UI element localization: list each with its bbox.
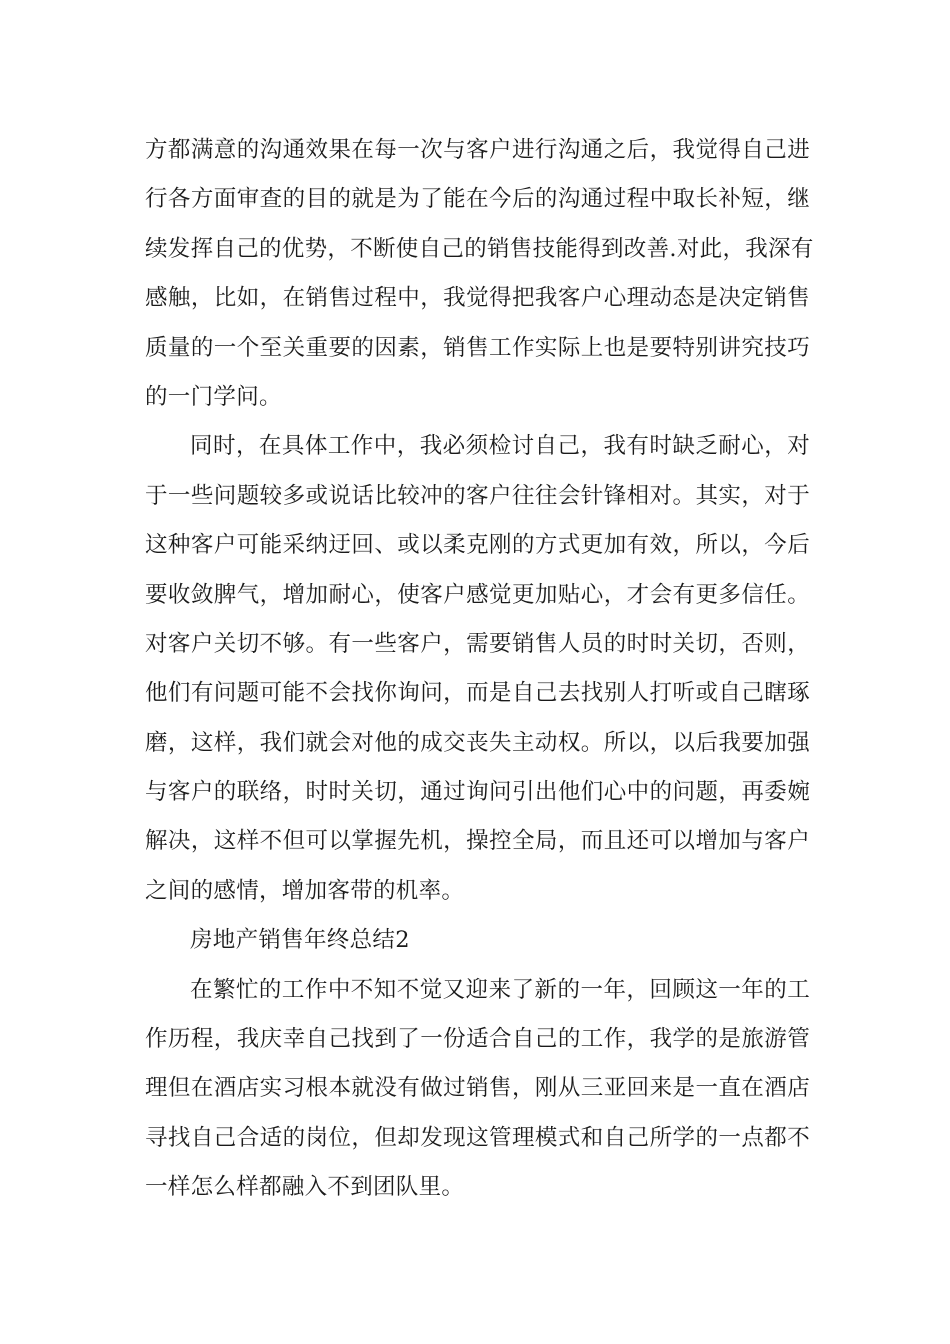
text-line: 与客户的联络，时时关切，通过询问引出他们心中的问题，再委婉 xyxy=(145,779,810,806)
text-line: 质量的一个至关重要的因素，销售工作实际上也是要特别讲究技巧 xyxy=(145,334,810,361)
document-page xyxy=(145,126,814,1213)
text-line: 续发挥自己的优势，不断使自己的销售技能得到改善.对此，我深有 xyxy=(145,235,814,262)
text-line: 寻找自己合适的岗位，但却发现这管理模式和自己所学的一点都不 xyxy=(145,1124,810,1151)
text-line: 于一些问题较多或说话比较冲的客户往往会针锋相对。其实，对于 xyxy=(145,482,810,509)
text-line: 之间的感情，增加客带的机率。 xyxy=(145,877,465,904)
section-heading: 房地产销售年终总结2 xyxy=(190,927,410,954)
text-line: 作历程，我庆幸自己找到了一份适合自己的工作，我学的是旅游管 xyxy=(145,1026,810,1053)
paragraph-1 xyxy=(145,126,814,422)
text-line: 感触，比如，在销售过程中，我觉得把我客户心理动态是决定销售 xyxy=(145,285,810,312)
text-line: 同时，在具体工作中，我必须检讨自己，我有时缺乏耐心，对 xyxy=(190,433,810,460)
text-line: 方都满意的沟通效果在每一次与客户进行沟通之后，我觉得自己进 xyxy=(145,137,810,163)
paragraph-2 xyxy=(145,422,810,916)
text-line: 对客户关切不够。有一些客户，需要销售人员的时时关切，否则， xyxy=(145,630,810,657)
text-line: 他们有问题可能不会找你询问，而是自己去找别人打听或自己瞎琢 xyxy=(145,680,810,707)
text-line: 行各方面审查的目的就是为了能在今后的沟通过程中取长补短，继 xyxy=(145,186,810,213)
paragraph-3 xyxy=(145,966,810,1213)
text-line: 解决，这样不但可以掌握先机，操控全局，而且还可以增加与客户 xyxy=(145,828,810,855)
text-line: 要收敛脾气，增加耐心，使客户感觉更加贴心，才会有更多信任。 xyxy=(145,581,810,608)
text-line: 理但在酒店实习根本就没有做过销售，刚从三亚回来是一直在酒店 xyxy=(145,1075,810,1102)
text-line: 磨，这样，我们就会对他的成交丧失主动权。所以，以后我要加强 xyxy=(145,729,810,756)
text-line: 一样怎么样都融入不到团队里。 xyxy=(145,1174,465,1201)
text-line: 这种客户可能采纳迂回、或以柔克刚的方式更加有效，所以，今后 xyxy=(145,532,810,559)
text-line: 的一门学问。 xyxy=(145,383,282,410)
text-line: 在繁忙的工作中不知不觉又迎来了新的一年，回顾这一年的工 xyxy=(190,976,810,1003)
